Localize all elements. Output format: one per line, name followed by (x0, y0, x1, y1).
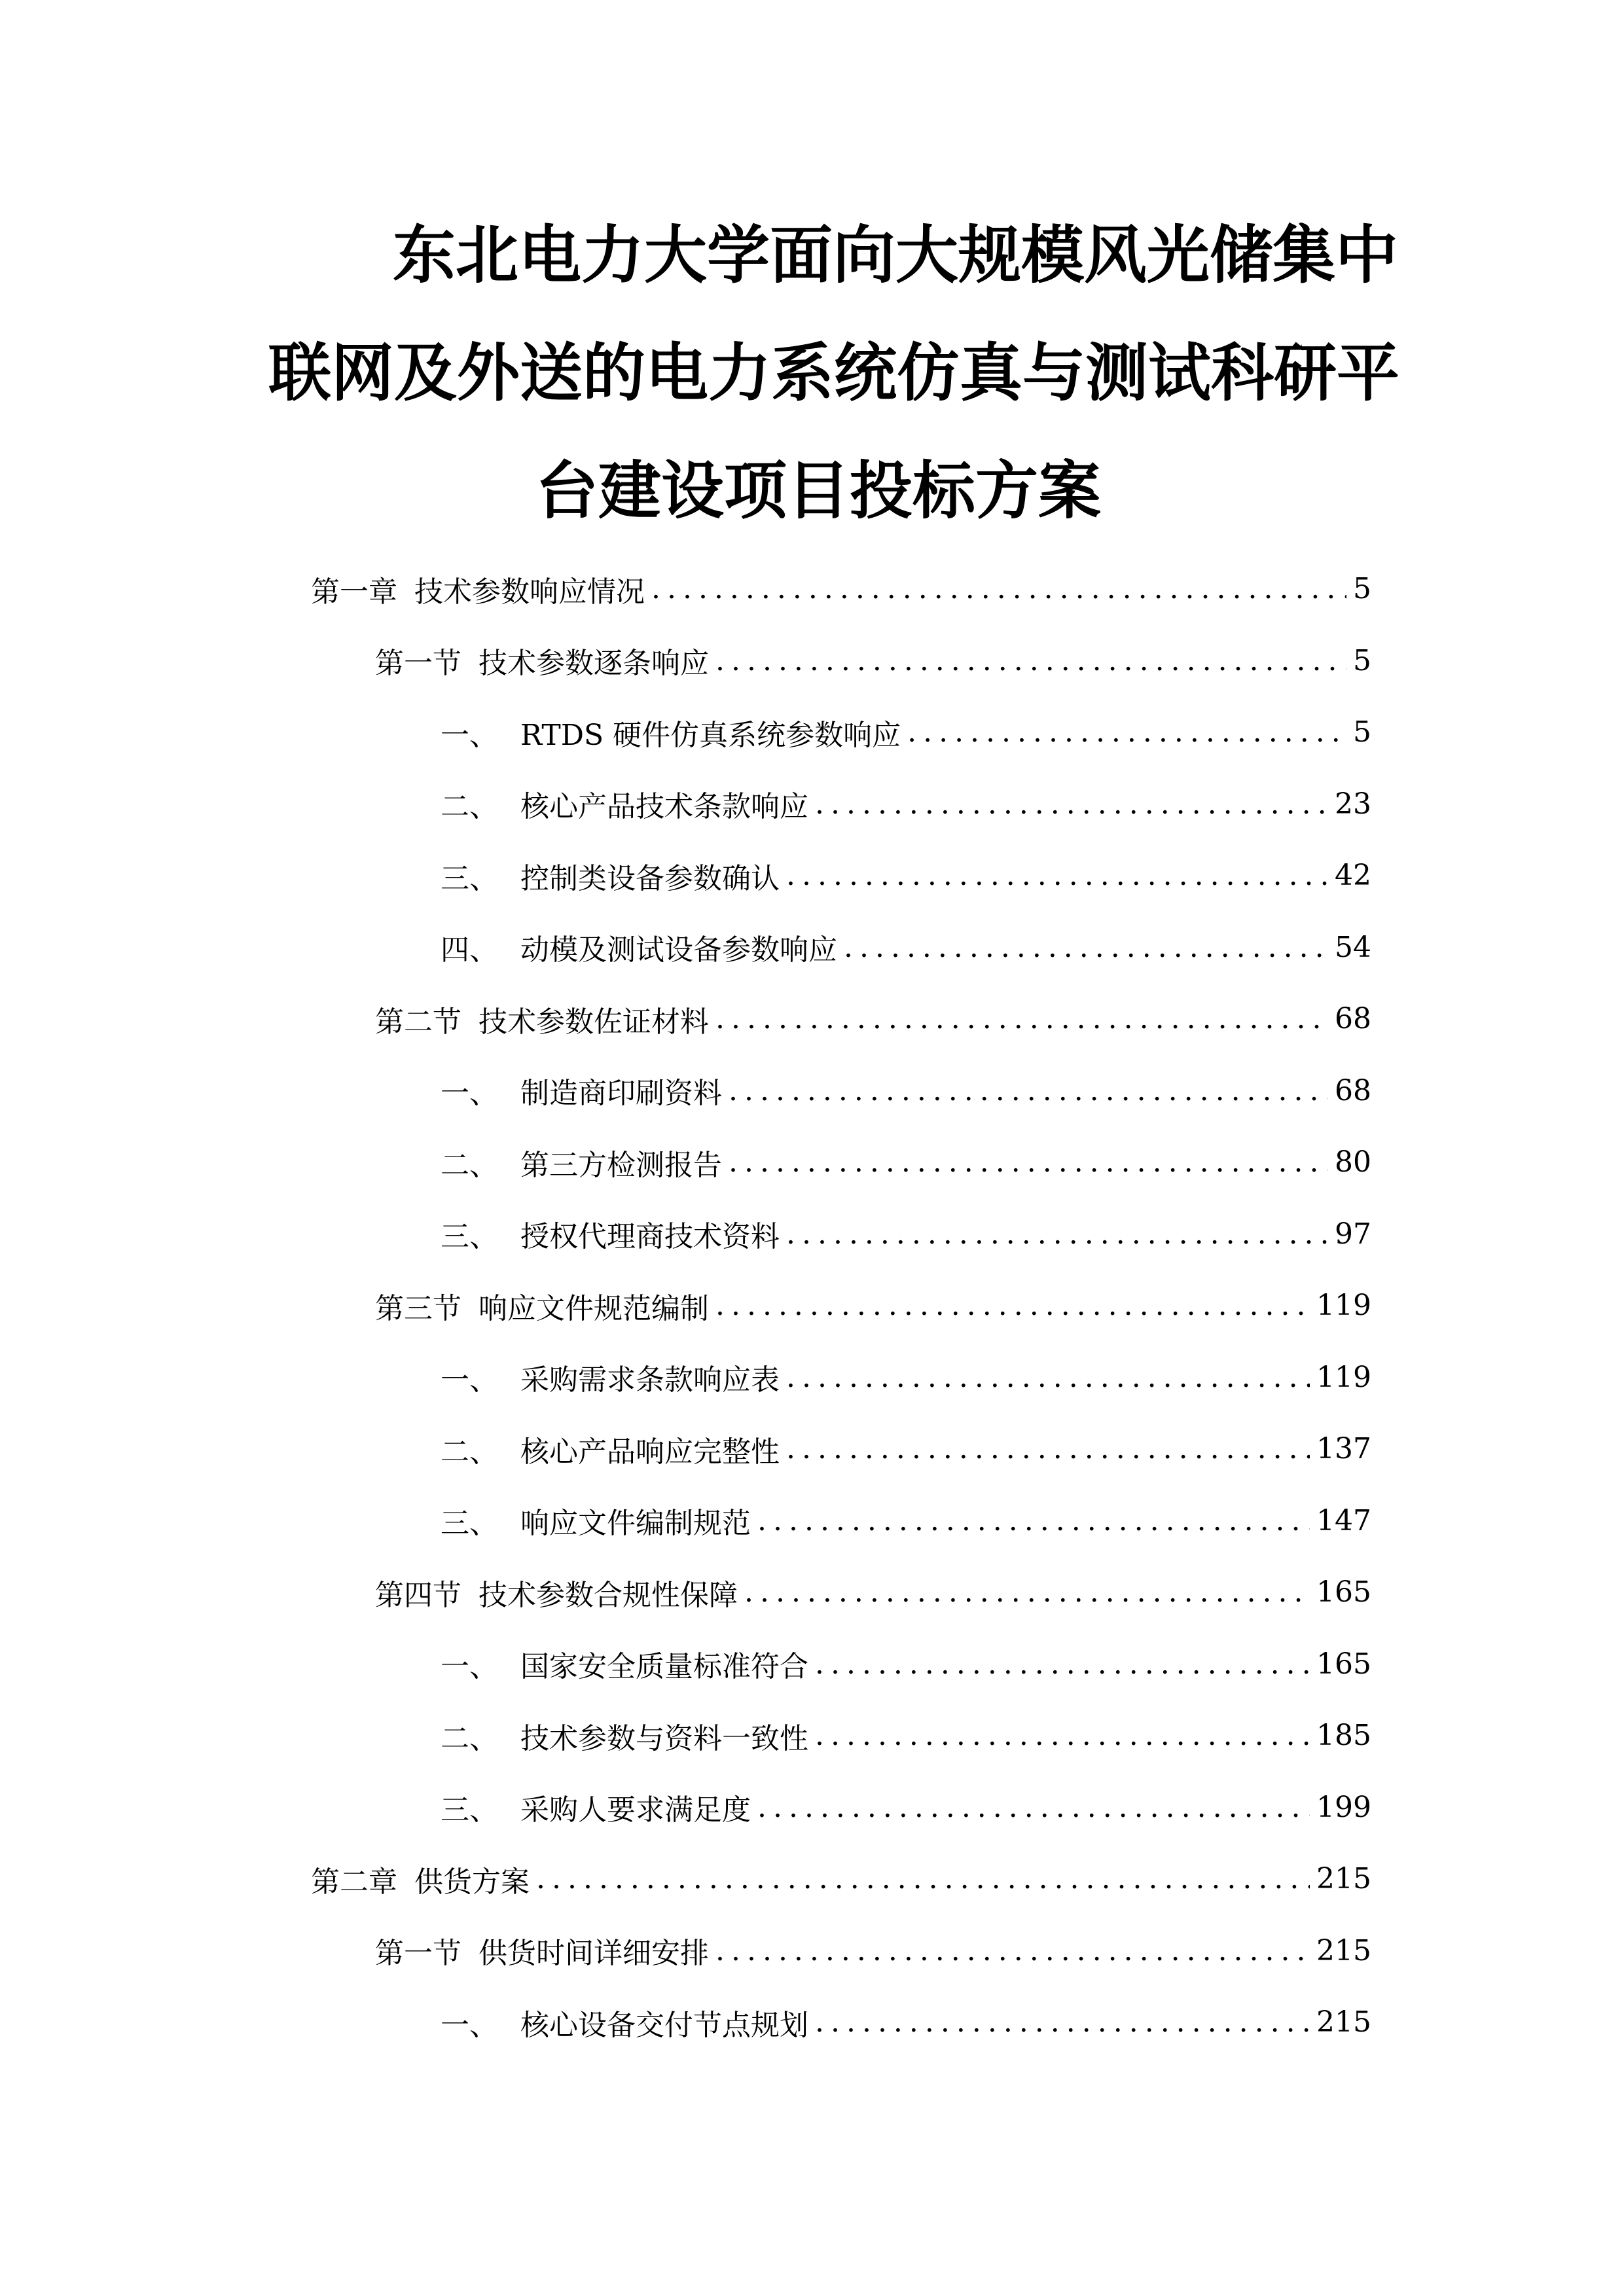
toc-entry-label: 动模及测试设备参数响应 (520, 933, 837, 967)
toc-page-number: 185 (1316, 1719, 1371, 1753)
toc-entry[interactable] (311, 553, 1371, 625)
document-title (268, 196, 1399, 550)
toc-entry-label: 国家安全质量标准符合 (520, 1650, 808, 1684)
toc-entry-number: 第三节 (375, 1291, 461, 1325)
toc-entry[interactable] (311, 1915, 1371, 1987)
toc-entry[interactable] (311, 625, 1371, 697)
toc-dot-leader (757, 1791, 1310, 1824)
toc-entry-number: 第一节 (375, 1937, 461, 1971)
toc-dot-leader (715, 1002, 1328, 1035)
toc-entry-label: 供货方案 (414, 1865, 530, 1899)
toc-dot-leader (786, 1432, 1310, 1465)
toc-entry[interactable] (311, 1413, 1371, 1485)
toc-entry-label: 控制类设备参数确认 (520, 861, 780, 895)
toc-entry-number: 第一节 (375, 647, 461, 681)
toc-dot-leader (786, 859, 1328, 892)
toc-page-number: 68 (1335, 1073, 1371, 1107)
toc-entry[interactable] (311, 1772, 1371, 1844)
toc-entry-number: 一、 (441, 1363, 498, 1397)
toc-entry-number: 一、 (441, 1077, 498, 1111)
toc-dot-leader (757, 1504, 1310, 1537)
toc-entry-label: RTDS 硬件仿真系统参数响应 (520, 718, 901, 752)
toc-page-number: 23 (1335, 787, 1371, 821)
toc-entry-number: 三、 (441, 1507, 498, 1541)
toc-dot-leader (815, 787, 1328, 821)
toc-entry-label: 采购人要求满足度 (520, 1793, 751, 1827)
toc-dot-leader (815, 1647, 1310, 1681)
toc-dot-leader (844, 931, 1328, 964)
toc-entry[interactable] (311, 1628, 1371, 1700)
toc-entry[interactable] (311, 768, 1371, 840)
toc-page-number: 147 (1316, 1503, 1371, 1537)
toc-page-number: 119 (1316, 1360, 1371, 1394)
toc-entry[interactable] (311, 912, 1371, 984)
toc-entry-label: 技术参数响应情况 (414, 575, 645, 609)
toc-entry[interactable] (311, 1485, 1371, 1557)
toc-entry-label: 技术参数合规性保障 (478, 1578, 738, 1612)
toc-page-number: 215 (1316, 1933, 1371, 1967)
toc-entry[interactable] (311, 1198, 1371, 1270)
toc-page-number: 5 (1353, 643, 1371, 677)
toc-entry-number: 一、 (441, 1650, 498, 1684)
toc-entry-label: 响应文件规范编制 (478, 1291, 709, 1325)
toc-entry[interactable] (311, 1126, 1371, 1198)
toc-dot-leader (729, 1145, 1328, 1179)
toc-entry-label: 制造商印刷资料 (520, 1077, 722, 1111)
toc-entry[interactable] (311, 1342, 1371, 1414)
toc-entry-number: 三、 (441, 861, 498, 895)
toc-page-number: 54 (1335, 930, 1371, 964)
toc-entry-number: 二、 (441, 1435, 498, 1469)
toc-entry-label: 核心产品技术条款响应 (520, 790, 808, 824)
toc-entry-number: 二、 (441, 790, 498, 824)
toc-entry-number: 第二节 (375, 1005, 461, 1039)
toc-entry-number: 一、 (441, 2008, 498, 2042)
toc-page-number: 42 (1335, 859, 1371, 893)
toc-entry-number: 一、 (441, 718, 498, 752)
toc-entry-label: 授权代理商技术资料 (520, 1220, 780, 1254)
toc-entry[interactable] (311, 1986, 1371, 2058)
toc-dot-leader (729, 1074, 1328, 1107)
toc-page-number: 119 (1316, 1289, 1371, 1323)
toc-dot-leader (815, 1719, 1310, 1752)
toc-entry[interactable] (311, 1700, 1371, 1772)
toc-entry-number: 三、 (441, 1220, 498, 1254)
toc-page-number: 215 (1316, 2005, 1371, 2039)
toc-entry[interactable] (311, 840, 1371, 912)
toc-dot-leader (651, 572, 1346, 605)
toc-dot-leader (815, 2005, 1310, 2039)
toc-entry-label: 技术参数与资料一致性 (520, 1721, 808, 1755)
toc-entry-number: 三、 (441, 1793, 498, 1827)
toc-entry[interactable] (311, 1270, 1371, 1342)
toc-page-number: 137 (1316, 1432, 1371, 1466)
toc-page-number: 165 (1316, 1575, 1371, 1609)
toc-entry-label: 核心设备交付节点规划 (520, 2008, 808, 2042)
toc-dot-leader (715, 1934, 1310, 1967)
toc-entry-label: 供货时间详细安排 (478, 1937, 709, 1971)
toc-entry[interactable] (311, 696, 1371, 768)
toc-entry-number: 二、 (441, 1148, 498, 1182)
toc-entry-number: 二、 (441, 1721, 498, 1755)
toc-entry[interactable] (311, 1843, 1371, 1915)
toc-entry-label: 第三方检测报告 (520, 1148, 722, 1182)
toc-entry[interactable] (311, 983, 1371, 1055)
toc-dot-leader (744, 1575, 1310, 1609)
toc-entry-label: 技术参数逐条响应 (478, 647, 709, 681)
toc-dot-leader (786, 1217, 1328, 1251)
toc-entry-number: 第二章 (311, 1865, 397, 1899)
toc-page-number: 199 (1316, 1790, 1371, 1824)
toc-entry[interactable] (311, 1055, 1371, 1127)
toc-dot-leader (715, 1289, 1310, 1322)
toc-entry[interactable] (311, 1556, 1371, 1628)
toc-page-number: 80 (1335, 1145, 1371, 1179)
toc-page-number: 165 (1316, 1647, 1371, 1681)
toc-entry-label: 采购需求条款响应表 (520, 1363, 780, 1397)
toc-entry-label: 核心产品响应完整性 (520, 1435, 780, 1469)
toc-dot-leader (786, 1361, 1310, 1394)
title-line-1: 东北电力大学面向大规模风光储集中 (393, 219, 1398, 292)
toc-page-number: 97 (1335, 1217, 1371, 1251)
toc-entry-number: 第一章 (311, 575, 397, 609)
title-line-3: 台建设项目投标方案 (535, 454, 1101, 528)
toc-page-number: 68 (1335, 1002, 1371, 1036)
toc-dot-leader (907, 715, 1346, 749)
toc-entry-label: 技术参数佐证材料 (478, 1005, 709, 1039)
toc-page-number: 215 (1316, 1862, 1371, 1896)
toc-dot-leader (715, 644, 1346, 677)
toc-page-number: 5 (1353, 715, 1371, 749)
toc-dot-leader (536, 1862, 1310, 1895)
toc-page-number: 5 (1353, 572, 1371, 606)
title-line-2: 联网及外送的电力系统仿真与测试科研平 (268, 336, 1399, 410)
toc-entry-number: 第四节 (375, 1578, 461, 1612)
toc-entry-label: 响应文件编制规范 (520, 1507, 751, 1541)
table-of-contents (311, 553, 1371, 2058)
toc-entry-number: 四、 (441, 933, 498, 967)
